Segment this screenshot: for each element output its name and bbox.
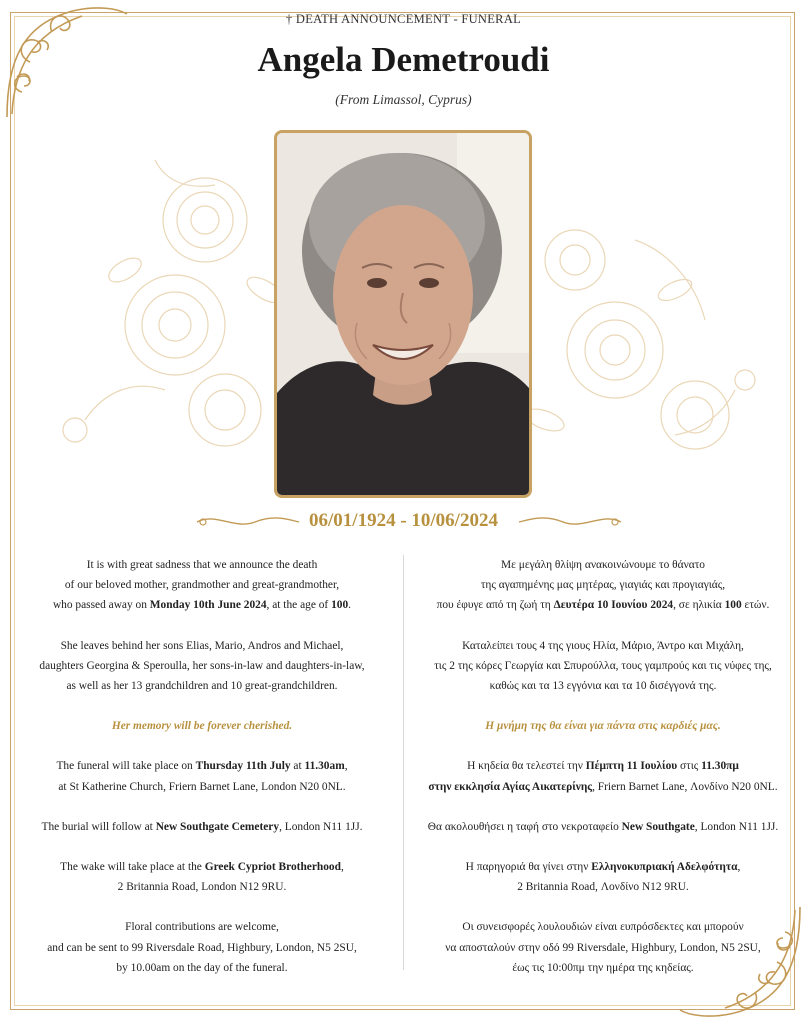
greek-funeral-paragraph: Η κηδεία θα τελεστεί την Πέμπτη 11 Ιουλίου στις 11.30πμ στην εκκλησία Αγίας Αικατερίνης, Friern Barnet Lane, Λονδίνο N20 0NL. [428,760,778,793]
english-burial-paragraph: The burial will follow at New Southgate Cemetery, London N11 1JJ. [41,820,363,833]
greek-text-column [423,555,783,998]
english-family-paragraph: She leaves behind her sons Elias, Mario, Andros and Michael, daughters Georgina & Speroulla, her sons-in-law and daughters-in-law, as well as her 13 grandchildren and 10 great-grandchildren. [39,639,365,693]
english-floral-paragraph: Floral contributions are welcome, and can be sent to 99 Riversdale Road, Highbury, London, N5 2SU, by 10.00am on the day of the funeral. [47,921,357,974]
portrait-illustration [277,133,529,495]
deceased-name: Angela Demetroudi [257,40,550,79]
deceased-origin: (From Limassol, Cyprus) [335,92,472,107]
announcement-type: † DEATH ANNOUNCEMENT - FUNERAL [285,12,522,26]
greek-memory-line: Η μνήμη της θα είναι για πάντα στις καρδιές μας. [485,720,721,733]
english-funeral-paragraph: The funeral will take place on Thursday 11th July at 11.30am, at St Katherine Church, Friern Barnet Lane, London N20 0NL. [56,760,348,793]
greek-intro-paragraph: Με μεγάλη θλίψη ανακοινώνουμε το θάνατο της αγαπημένης μας μητέρας, γιαγιάς και προγιαγιάς, που έφυγε από τη ζωή τη Δευτέρα 10 Ιουνίου 2024, σε ηλικία 100 ετών. [436,559,770,612]
greek-floral-paragraph: Οι συνεισφορές λουλουδιών είναι ευπρόσδεκτες και μπορούν να αποσταλούν στην οδό 99 Riversdale, Highbury, London, N5 2SU, έως τις 10:00πμ την ημέρα της κηδείας. [445,921,761,974]
column-divider [403,555,404,970]
english-memory-line: Her memory will be forever cherished. [111,720,293,733]
life-dates: 06/01/1924 - 10/06/2024 [309,510,498,531]
greek-burial-paragraph: Θα ακολουθήσει η ταφή στο νεκροταφείο New Southgate, London N11 1JJ. [427,820,779,833]
greek-family-paragraph: Καταλείπει τους 4 της γιους Ηλία, Μάριο, Άντρο και Μιχάλη, τις 2 της κόρες Γεωργία και Σπυρούλλα, τους γαμπρούς και τις νύφες της, καθώς και τα 13 εγγόνια και τα 10 δισέγγονά της. [434,639,772,693]
greek-wake-paragraph: Η παρηγοριά θα γίνει στην Ελληνοκυπριακή Αδελφότητα, 2 Britannia Road, Λονδίνο N12 9RU. [465,861,741,894]
english-text-column [22,555,382,998]
portrait-photo [274,130,532,498]
flourish-right [518,514,623,530]
english-intro-paragraph: It is with great sadness that we announce the death of our beloved mother, grandmother and great-grandmother, who passed away on Monday 10th June 2024, at the age of 100. [52,559,352,612]
english-wake-paragraph: The wake will take place at the Greek Cypriot Brotherhood, 2 Britannia Road, London N12 9RU. [60,861,344,894]
